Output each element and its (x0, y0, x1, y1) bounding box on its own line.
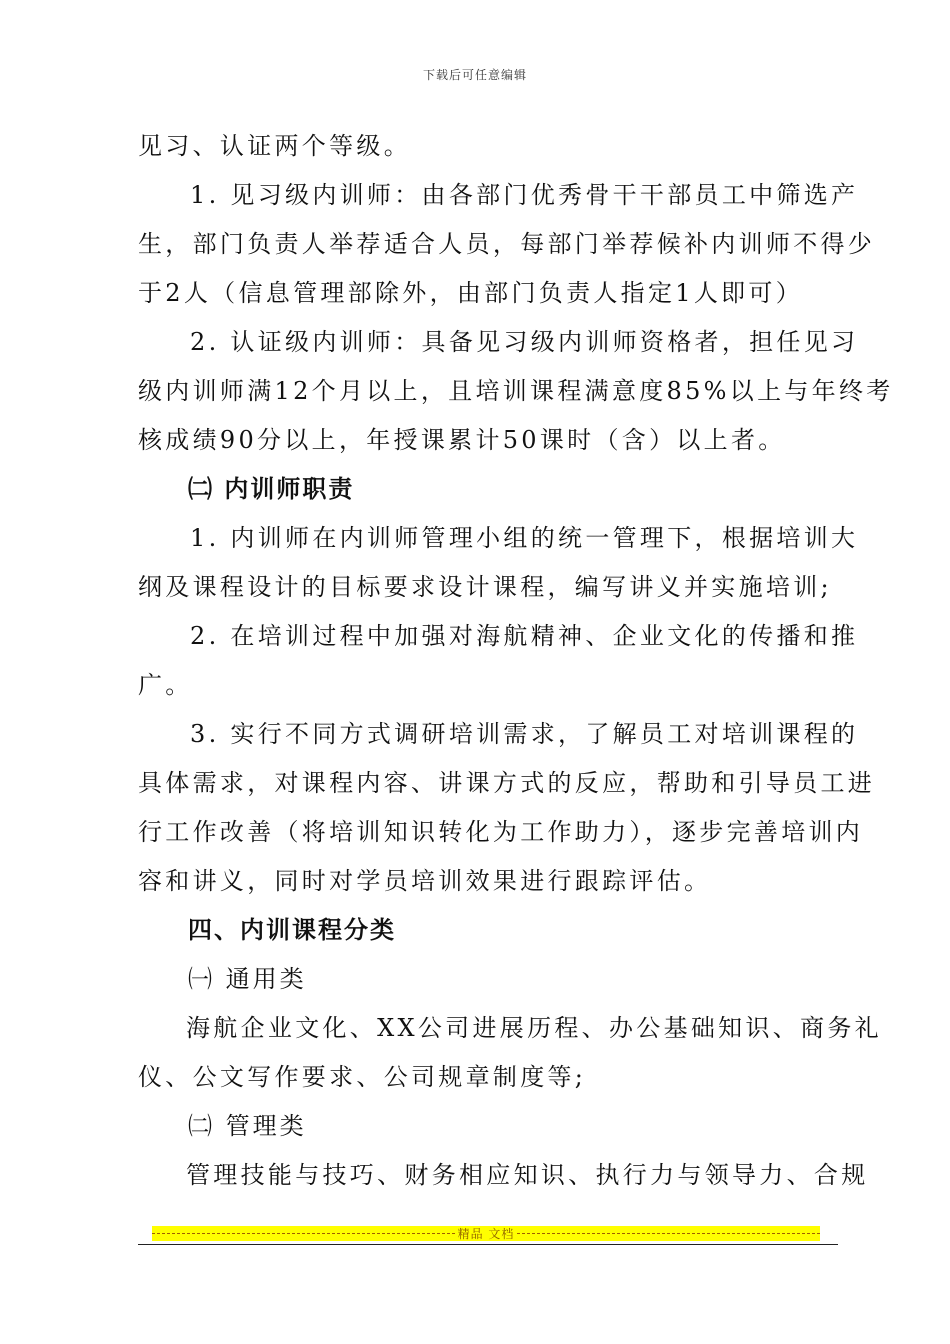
document-body (138, 122, 894, 1200)
body-line: 纲及课程设计的目标要求设计课程，编写讲义并实施培训; (138, 573, 832, 601)
body-line: 行工作改善（将培训知识转化为工作助力），逐步完善培训内 (138, 818, 864, 846)
footer-rule (138, 1244, 838, 1245)
footer-label: 精品 文档 (457, 1227, 515, 1241)
body-line: 见习、认证两个等级。 (138, 132, 411, 160)
body-line: 级内训师满12个月以上，且培训课程满意度85%以上与年终考 (138, 377, 894, 405)
body-line: 生，部门负责人举荐适合人员，每部门举荐候补内训师不得少 (138, 230, 876, 258)
body-line: 核成绩90分以上，年授课累计50课时（含）以上者。 (138, 426, 786, 454)
body-line: 管理技能与技巧、财务相应知识、执行力与领导力、合规 (186, 1161, 869, 1189)
list-item-1-line: 1. 内训师在内训师管理小组的统一管理下，根据培训大 (190, 524, 859, 552)
list-item-3-line: 3. 实行不同方式调研培训需求，了解员工对培训课程的 (190, 720, 859, 748)
header-note: 下载后可任意编辑 (422, 68, 527, 82)
subsection-general: ㈠ 通用类 (188, 965, 307, 993)
body-line: 具体需求，对课程内容、讲课方式的反应，帮助和引导员工进 (138, 769, 876, 797)
list-item-1-line: 1. 见习级内训师：由各部门优秀骨干干部员工中筛选产 (190, 181, 859, 209)
body-line: 于2人（信息管理部除外，由部门负责人指定1人即可） (138, 279, 804, 307)
subsection-management: ㈡ 管理类 (188, 1112, 307, 1140)
list-item-2-line: 2. 认证级内训师：具备见习级内训师资格者，担任见习 (190, 328, 859, 356)
body-line: 仪、公文写作要求、公司规章制度等; (138, 1063, 587, 1091)
footer-dashes-left (152, 1233, 455, 1234)
footer-banner (152, 1226, 820, 1241)
body-line: 海航企业文化、XX公司进展历程、办公基础知识、商务礼 (186, 1014, 882, 1042)
section-heading-trainer-duties: ㈡ 内训师职责 (188, 475, 355, 503)
footer-dashes-right (517, 1233, 820, 1234)
body-line: 容和讲义，同时对学员培训效果进行跟踪评估。 (138, 867, 712, 895)
list-item-2-line: 2. 在培训过程中加强对海航精神、企业文化的传播和推 (190, 622, 859, 650)
section-heading-course-categories: 四、内训课程分类 (188, 916, 396, 944)
body-line: 广。 (138, 671, 193, 699)
